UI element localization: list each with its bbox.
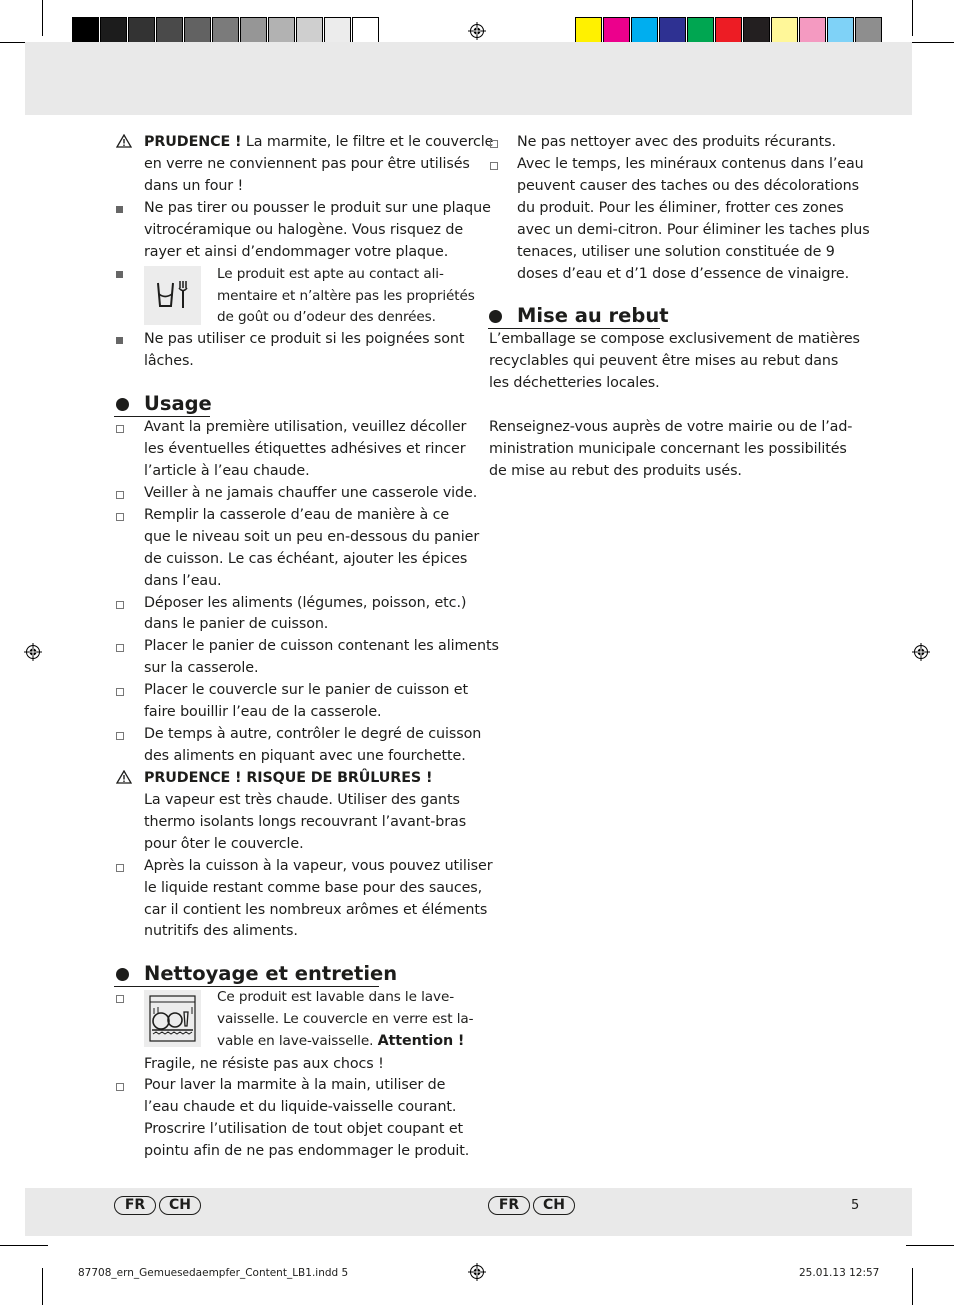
paragraph-line: recyclables qui peuvent être mises au rebut dans	[489, 353, 839, 369]
list-item: dans le panier de cuisson.	[144, 616, 329, 632]
square-bullet	[116, 271, 123, 278]
list-item: faire bouillir l’eau de la casserole.	[144, 704, 382, 720]
list-item: l’eau chaude et du liquide-vaisselle courant.	[144, 1099, 457, 1115]
list-item: Déposer les aliments (légumes, poisson, etc.)	[144, 595, 467, 611]
list-item: Avec le temps, les minéraux contenus dans l’eau	[517, 156, 864, 172]
list-item: Fragile, ne résiste pas aux chocs !	[144, 1056, 384, 1072]
paragraph-line: de mise au rebut des produits usés.	[489, 463, 742, 479]
slug-datetime: 25.01.13 12:57	[799, 1267, 880, 1279]
color-swatch	[212, 17, 239, 45]
section-heading-disposal: Mise au rebut	[517, 304, 669, 327]
color-swatch	[659, 17, 686, 45]
color-swatch	[687, 17, 714, 45]
list-item: Placer le couvercle sur le panier de cuisson et	[144, 682, 469, 698]
color-swatch	[827, 17, 854, 45]
registration-mark-icon	[912, 643, 930, 661]
list-item: De temps à autre, contrôler le degré de cuisson	[144, 726, 482, 742]
color-swatch	[100, 17, 127, 45]
list-item: vaisselle. Le couvercle en verre est la-	[217, 1011, 474, 1027]
list-item: rayer et ainsi d’endommager votre plaque.	[144, 244, 449, 260]
caution-line: en verre ne conviennent pas pour être utilisés	[144, 156, 470, 172]
list-item: l’article à l’eau chaude.	[144, 463, 310, 479]
country-badge-fr: FR	[488, 1196, 530, 1215]
page-number: 5	[851, 1198, 860, 1213]
color-swatch	[184, 17, 211, 45]
box-bullet	[116, 601, 124, 609]
list-item: les éventuelles étiquettes adhésives et rincer	[144, 441, 466, 457]
caution-line: La vapeur est très chaude. Utiliser des gants	[144, 792, 460, 808]
list-item: Veiller à ne jamais chauffer une casserole vide.	[144, 485, 478, 501]
country-badge-ch: CH	[533, 1196, 575, 1215]
color-swatch	[72, 17, 99, 45]
square-bullet	[116, 206, 123, 213]
list-item: le liquide restant comme base pour des sauces,	[144, 880, 483, 896]
color-swatch	[324, 17, 351, 45]
country-badge-ch: CH	[159, 1196, 201, 1215]
caution-heading: PRUDENCE ! RISQUE DE BRÛLURES !	[144, 770, 433, 786]
color-swatch	[771, 17, 798, 45]
color-swatch	[743, 17, 770, 45]
square-bullet	[116, 337, 123, 344]
color-swatch	[631, 17, 658, 45]
caution-line: pour ôter le couvercle.	[144, 836, 304, 852]
list-item: Pour laver la marmite à la main, utiliser de	[144, 1077, 446, 1093]
list-item: Placer le panier de cuisson contenant les aliments	[144, 638, 499, 654]
box-bullet	[116, 513, 124, 521]
list-item: vable en lave-vaisselle. Attention !	[217, 1033, 465, 1049]
registration-mark-icon	[24, 643, 42, 661]
color-swatch	[603, 17, 630, 45]
footer-band	[25, 1188, 912, 1236]
list-item: vitrocéramique ou halogène. Vous risquez de	[144, 222, 464, 238]
list-item: lâches.	[144, 353, 194, 369]
list-item: de cuisson. Le cas échéant, ajouter les épices	[144, 551, 468, 567]
box-bullet	[116, 732, 124, 740]
country-badge-fr: FR	[114, 1196, 156, 1215]
box-bullet	[116, 864, 124, 872]
list-item: nutritifs des aliments.	[144, 923, 298, 939]
paragraph-line: les déchetteries locales.	[489, 375, 660, 391]
list-item: peuvent causer des taches ou des décolorations	[517, 178, 859, 194]
box-bullet	[116, 491, 124, 499]
warning-triangle-icon	[116, 770, 132, 784]
paragraph-line: Renseignez-vous auprès de votre mairie ou de l’ad-	[489, 419, 853, 435]
color-swatch	[855, 17, 882, 45]
box-bullet	[116, 425, 124, 433]
food-safe-icon	[144, 266, 201, 325]
caution-line: dans un four !	[144, 178, 244, 194]
section-heading-usage: Usage	[144, 392, 212, 415]
box-bullet	[116, 995, 124, 1003]
list-item: de goût ou d’odeur des denrées.	[217, 309, 436, 325]
list-item: Après la cuisson à la vapeur, vous pouvez utiliser	[144, 858, 493, 874]
list-item: des aliments en piquant avec une fourchette.	[144, 748, 466, 764]
list-item: doses d’eau et d’1 dose d’essence de vinaigre.	[517, 266, 850, 282]
paragraph-line: ministration municipale concernant les possibilités	[489, 441, 847, 457]
list-item: Ne pas tirer ou pousser le produit sur une plaque	[144, 200, 491, 216]
slug-filename: 87708_ern_Gemuesedaempfer_Content_LB1.indd 5	[78, 1267, 349, 1279]
list-item: tenaces, utiliser une solution constituée de 9	[517, 244, 835, 260]
heading-bullet	[116, 968, 129, 981]
list-item: Proscrire l’utilisation de tout objet coupant et	[144, 1121, 464, 1137]
header-band	[25, 42, 912, 115]
color-swatch	[296, 17, 323, 45]
color-swatch	[268, 17, 295, 45]
heading-bullet	[489, 310, 502, 323]
color-swatch	[128, 17, 155, 45]
color-swatch	[240, 17, 267, 45]
caution-line: PRUDENCE ! La marmite, le filtre et le couvercle	[144, 134, 494, 150]
color-swatch	[575, 17, 602, 45]
paragraph-line: L’emballage se compose exclusivement de matières	[489, 331, 860, 347]
registration-mark-icon	[468, 1263, 486, 1281]
dishwasher-safe-icon	[144, 990, 201, 1047]
color-swatch	[156, 17, 183, 45]
color-swatch	[715, 17, 742, 45]
box-bullet	[116, 688, 124, 696]
list-item: Le produit est apte au contact ali-	[217, 266, 444, 282]
warning-triangle-icon	[116, 134, 132, 148]
color-swatch	[352, 17, 379, 45]
list-item: Ce produit est lavable dans le lave-	[217, 989, 455, 1005]
list-item: avec un demi-citron. Pour éliminer les taches plus	[517, 222, 870, 238]
box-bullet	[116, 644, 124, 652]
list-item: dans l’eau.	[144, 573, 222, 589]
list-item: car il contient les nombreux arômes et éléments	[144, 902, 488, 918]
caution-line: thermo isolants longs recouvrant l’avant-bras	[144, 814, 467, 830]
list-item: Remplir la casserole d’eau de manière à ce	[144, 507, 450, 523]
list-item: Ne pas utiliser ce produit si les poignées sont	[144, 331, 465, 347]
section-heading-cleaning: Nettoyage et entretien	[144, 962, 398, 985]
color-swatch	[799, 17, 826, 45]
list-item: mentaire et n’altère pas les propriétés	[217, 288, 475, 304]
heading-bullet	[116, 398, 129, 411]
registration-mark-icon	[468, 22, 486, 40]
list-item: sur la casserole.	[144, 660, 259, 676]
list-item: Ne pas nettoyer avec des produits récurants.	[517, 134, 836, 150]
list-item: pointu afin de ne pas endommager le produit.	[144, 1143, 470, 1159]
list-item: Avant la première utilisation, veuillez décoller	[144, 419, 467, 435]
box-bullet	[116, 1083, 124, 1091]
box-bullet	[490, 162, 498, 170]
list-item: du produit. Pour les éliminer, frotter ces zones	[517, 200, 844, 216]
box-bullet	[490, 140, 498, 148]
list-item: que le niveau soit un peu en-dessous du panier	[144, 529, 480, 545]
